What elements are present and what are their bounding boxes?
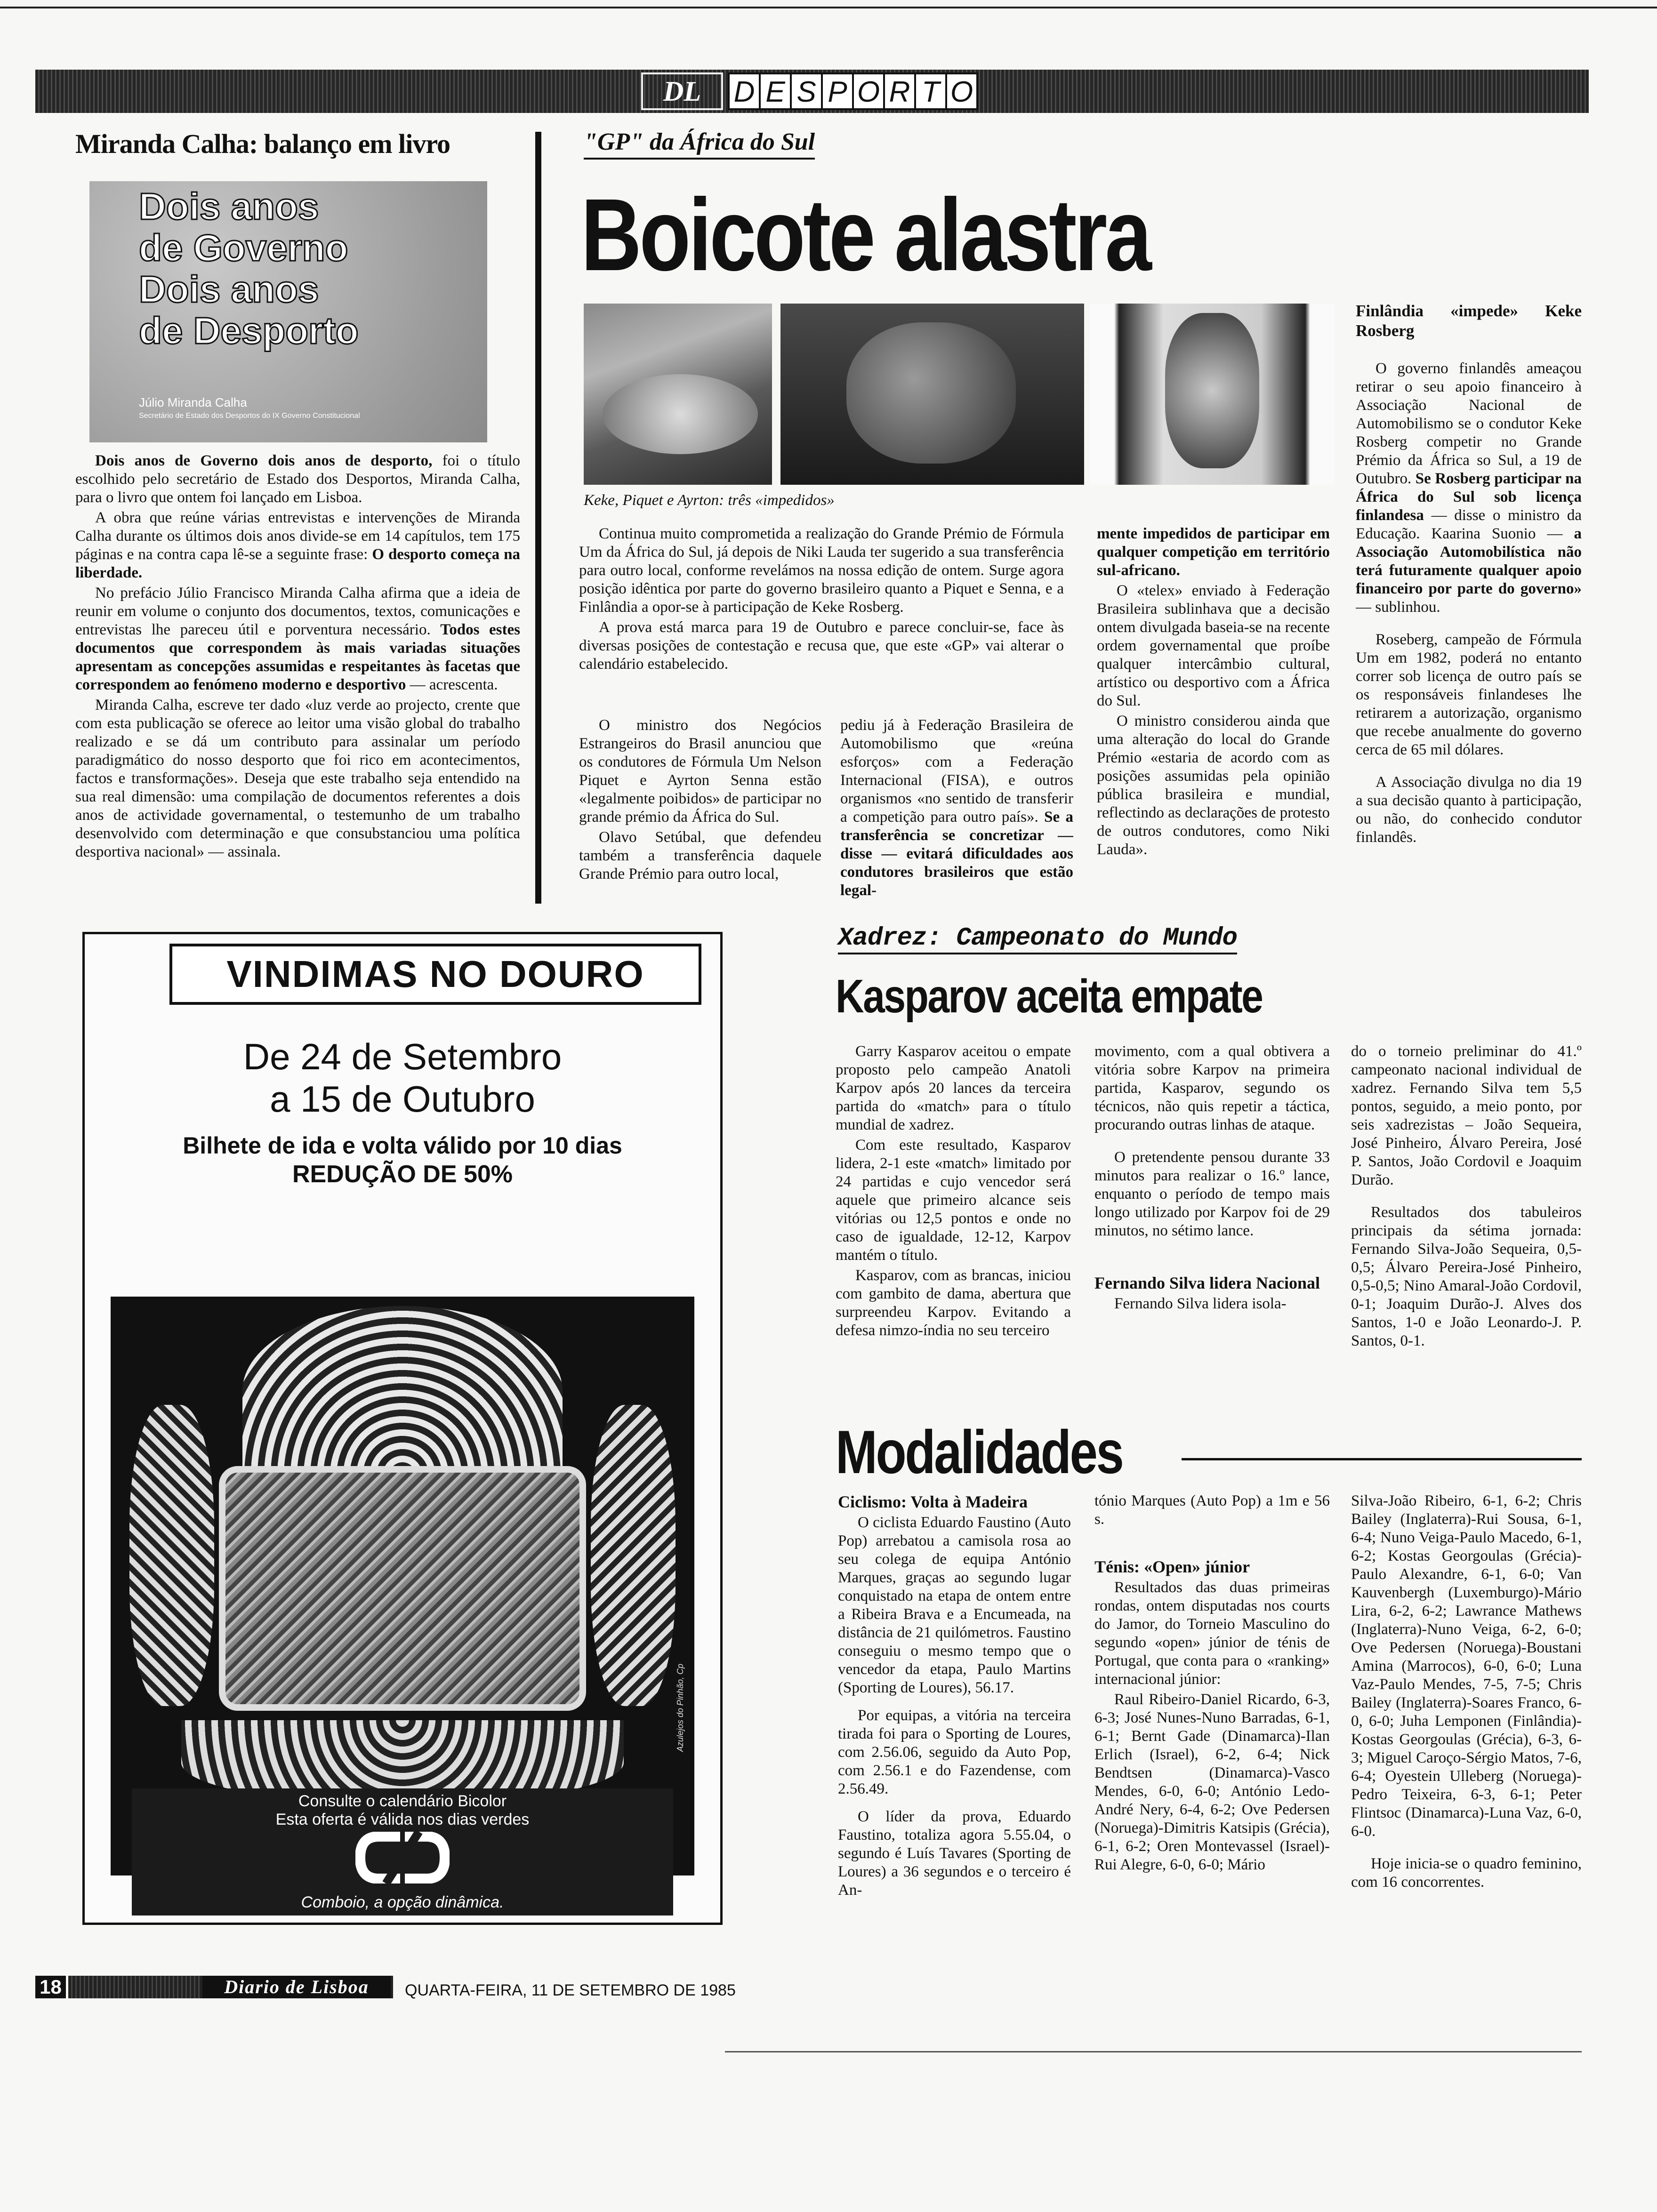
gp-col2-bold: Se a transferência se concretizar — disse — evitará dificuldades aos condutores brasileiros que estão legal-: [840, 809, 1073, 899]
photo-piquet: [780, 304, 1084, 485]
book-cover-author: Júlio Miranda Calha: [139, 395, 247, 409]
gp-col3-p2: O ministro considerou ainda que uma alteração do local do Grande Prémio «estaria de acordo com as posições assumidas pela opinião pública brasileira e mundial, reflectindo as declarações de protesto de outros condutores, como Niki Lauda».: [1097, 713, 1330, 858]
miranda-bold-quote: Todos estes documentos que correspondem às mais variadas situações apresentam as concepções assumidas e respeitantes às facetas que correspondem ao fenómeno moderno e desportivo: [75, 621, 520, 693]
gp-col3-bold: mente impedidos de participar em qualquer competição em território sul-africano.: [1097, 525, 1330, 579]
xadrez-column-1: [836, 1042, 1071, 1400]
gp-col2-text: pediu já à Federação Brasileira de Automobilismo que «reúna esforços» com a Federação Internacional (FISA), e outros organismos «no sentido de transferir a competição para outro país».: [840, 717, 1073, 825]
cp-logo-icon: [355, 1832, 450, 1883]
miranda-paragraph-1: foi o título escolhido pelo secretário de Estado dos Desportos, Miranda Calha, para o livro que ontem foi lançado em Lisboa.: [75, 452, 520, 506]
section-letter: O: [945, 72, 978, 110]
ciclismo-p3: O líder da prova, Eduardo Faustino, totaliza agora 5.55.04, o segundo é Luís Tavares (Sporting de Loures) a 36 segundos e o terceiro é An-: [838, 1808, 1071, 1899]
xadrez-column-3: [1351, 1042, 1582, 1400]
section-logo: DL: [641, 72, 723, 110]
xadrez-c1-p1: Garry Kasparov aceitou o empate proposto pelo campeão Anatoli Karpov após 20 lances da terceira partida do «match» para o título mundial de xadrez.: [836, 1043, 1071, 1133]
finland-p2: Roseberg, campeão de Fórmula Um em 1982, poderá no entanto correr sob licença de outro país se os responsáveis finlandeses lhe retirarem a autorização, organismo que recebe anualmente do governo cerca de 65 mil dólares.: [1356, 631, 1582, 758]
miranda-headline: Miranda Calha: balanço em livro: [75, 128, 450, 159]
ad-offer-2: REDUÇÃO DE 50%: [292, 1161, 513, 1188]
modalidades-column-2: [1094, 1492, 1330, 1963]
modalidades-column-3: [1351, 1492, 1582, 1963]
gp-col1-p2: Olavo Setúbal, que defendeu também a transferência daquele Grande Prémio para outro local,: [579, 829, 821, 882]
ad-offer-1: Bilhete de ida e volta válido por 10 dias: [183, 1132, 622, 1159]
miranda-attribution: — acrescenta.: [406, 676, 498, 693]
xadrez-c2-p3: Fernando Silva lidera isola-: [1114, 1295, 1287, 1312]
book-cover-image: [89, 181, 487, 442]
gp-column-3: [1097, 525, 1330, 911]
xadrez-c1-p2: Com este resultado, Kasparov lidera, 2-1 este «match» limitado por 24 partidas e cujo vencedor será aquele que primeiro alcance seis vitórias ou 12,5 pontos e onde no caso de igualdade, 12-12, Karpov mantém o título.: [836, 1137, 1071, 1264]
section-letter: P: [821, 72, 854, 110]
modalidades-headline: Modalidades: [836, 1418, 1123, 1486]
book-cover-role: Secretário de Estado dos Desportos do IX Governo Constitucional: [139, 412, 360, 420]
finland-p1-end: — sublinhou.: [1356, 599, 1440, 616]
gp-kicker: "GP" da África do Sul: [584, 128, 815, 160]
gp-column-1: [579, 716, 821, 909]
section-letter: T: [914, 72, 947, 110]
xadrez-headline: Kasparov aceita empate: [836, 970, 1263, 1023]
section-letter: R: [883, 72, 916, 110]
ciclismo-p1: O ciclista Eduardo Faustino (Auto Pop) arrebatou a camisola rosa ao seu colega de equipa António Marques, graças ao segundo lugar conquistado na etapa de ontem entre a Ribeira Brava e a Encumeada, na distância de 21 quilómetros. Faustino conseguiu o mesmo tempo que o vencedor da etapa, Paulo Martins (Sporting de Loures), 56.17.: [838, 1514, 1071, 1696]
miranda-paragraph-4: Miranda Calha, escreve ter dado «luz verde ao projecto, crente que com esta publicação se oferece ao leitor uma visão global do trabalho realizado e se dá um contributo para assinalar um período paradigmático do nosso desporto que foi rico em acontecimentos, factos e transformações». Deseja que este trabalho seja entendido na sua real dimensão: uma compilação de documentos referentes a dois anos de actividade governamental, o testemunho de um trabalho desenvolvido com determinação e que consubstanciou uma política desportiva nacional» — assinala.: [75, 697, 520, 860]
finland-column: [1356, 301, 1582, 911]
tenis-p3: Silva-João Ribeiro, 6-1, 6-2; Chris Bailey (Inglaterra)-Rui Sousa, 6-1, 6-4; Nuno Veiga-Paulo Macedo, 6-1, 6-2; Kostas Georgoulas (Grécia)-Paulo Alexandre, 6-1, 6-0; Van Kauvenbergh (Luxemburgo)-Mário Lira, 6-2, 6-2; Lawrance Mathews (Inglaterra)-Nuno Veiga, 6-2, 6-0; Ove Pedersen (Noruega)-Boustani Amina (Marrocos), 6-0, 6-0; Luna Vaz-Paulo Mendes, 7-5, 7-5; Chris Bailey (Inglaterra)-Soares Franco, 6-0, 6-0; Juha Lemponen (Finlândia)-Kostas Georgoulas (Grécia), 6-3, 6-3; Miguel Caroço-Sérgio Matos, 7-6, 6-4; Oyestein Ulleberg (Noruega)-Pedro Teixeira, 6-3, 6-1; Peter Flintsoc (Dinamarca)-Luna Vaz, 6-0, 6-0.: [1351, 1492, 1582, 1840]
finland-subhead: Finlândia «impede» Keke Rosberg: [1356, 302, 1582, 340]
ad-title: VINDIMAS NO DOURO: [226, 953, 644, 995]
book-cover-line-4: de Desporto: [139, 310, 359, 352]
top-border: [0, 7, 1657, 8]
finland-bold-1: Se Rosberg participar na África do Sul sob licença finlandesa: [1356, 470, 1582, 524]
advertisement: [82, 932, 723, 1925]
ad-slogan: Comboio, a opção dinâmica.: [301, 1893, 504, 1911]
ad-title-box: [169, 944, 701, 1005]
miranda-paragraph-2: A obra que reúne várias entrevistas e intervenções de Miranda Calha durante os últimos dois anos divide-se em 14 capítulos, tem 175 páginas e na contra capa lê-se a seguinte frase:: [75, 509, 520, 563]
finland-p3: A Associação divulga no dia 19 a sua decisão quanto à participação, ou não, do conhecido condutor finlandês.: [1356, 774, 1582, 846]
photo-senna-podium: [1090, 304, 1335, 485]
miranda-paragraph-3: No prefácio Júlio Francisco Miranda Calha afirma que a ideia de reunir em volume o conjunto dos documentos, textos, comunicações e entrevistas lhe pareceu útil e porventura necessário.: [75, 585, 520, 638]
finland-bold-2: a Associação Automobilística não terá futuramente qualquer apoio financeiro por parte do governo»: [1356, 525, 1582, 597]
xadrez-c2-p2: O pretendente pensou durante 33 minutos para realizar o 16.º lance, enquanto o período de tempo mais longo utilizado por Karpov foi de 29 minutos, no sétimo lance.: [1094, 1149, 1330, 1239]
ad-footer-2: Esta oferta é válida nos dias verdes: [275, 1811, 530, 1828]
book-cover-line-2: de Governo: [139, 227, 348, 269]
section-letter: E: [759, 72, 792, 110]
ciclismo-subhead: Ciclismo: Volta à Madeira: [838, 1492, 1028, 1511]
section-letter: S: [790, 72, 823, 110]
column-divider: [535, 132, 541, 904]
ciclismo-p4: tónio Marques (Auto Pop) a 1m e 56 s.: [1094, 1492, 1330, 1528]
gp-intro-1: Continua muito comprometida a realização do Grande Prémio de Fórmula Um da África do Sul, já depois de Niki Lauda ter sugerido a sua transferência para outro local, conforme revelámos na nossa edição de ontem. Surge agora posição idêntica por parte do governo brasileiro quanto a Piquet e Senna, e a Finlândia a opor-se à participação de Keke Rosberg.: [579, 525, 1064, 616]
tenis-p1: Resultados das duas primeiras rondas, ontem disputadas nos courts do Jamor, do Torneio Masculino do segundo «open» júnior de ténis de Portugal, que conta para o «ranking» internacional júnior:: [1094, 1579, 1330, 1688]
ad-footer-1: Consulte o calendário Bicolor: [298, 1792, 507, 1810]
ad-date-2: a 15 de Outubro: [270, 1078, 535, 1120]
gp-col3-p1: O «telex» enviado à Federação Brasileira sublinhava que a decisão ontem divulgada baseia-se na recente ordem governamental que proíbe qualquer intercâmbio cultural, artístico ou desportivo com a África do Sul.: [1097, 582, 1330, 709]
miranda-lead: Dois anos de Governo dois anos de desporto,: [95, 452, 433, 469]
xadrez-c1-p3: Kasparov, com as brancas, iniciou com gambito de dama, abertura que surpreendeu Karpov. Evitando a defesa nimzo-índia no seu terceiro: [836, 1267, 1071, 1339]
tenis-p4: Hoje inicia-se o quadro feminino, com 16 concorrentes.: [1351, 1855, 1582, 1891]
gp-intro: [579, 525, 1064, 685]
xadrez-kicker: Xadrez: Campeonato do Mundo: [838, 924, 1237, 954]
finland-p1: O governo finlandês ameaçou retirar o seu apoio financeiro à Associação Nacional de Automobilismo se o condutor Keke Rosberg competir no Grande Prémio da África so Sul, a 19 de Outubro.: [1356, 360, 1582, 487]
section-letter: O: [852, 72, 885, 110]
ciclismo-p2: Por equipas, a vitória na terceira tirada foi para o Sporting de Loures, com 2.56.06, seguido da Auto Pop, com 2.56.1 e do Fazendense, com 2.56.49.: [838, 1707, 1071, 1797]
tenis-p2: Raul Ribeiro-Daniel Ricardo, 6-3, 6-3; José Nunes-Nuno Barradas, 6-1, 6-1; Bernt Gade (Dinamarca)-Ilan Erlich (Israel), 6-2, 6-4; Nick Bendtsen (Dinamarca)-Vasco Mendes, 6-0, 6-0; António Ledo-André Nery, 6-4, 6-2; Ove Pedersen (Noruega)-Dimitris Katsipis (Grécia), 6-1, 6-2; Oren Montevassel (Israel)-Rui Alegre, 6-0, 6-0; Mário: [1094, 1691, 1330, 1873]
tenis-subhead: Ténis: «Open» júnior: [1094, 1557, 1250, 1576]
xadrez-subhead: Fernando Silva lidera Nacional: [1094, 1274, 1320, 1292]
footer-date: QUARTA-FEIRA, 11 DE SETEMBRO DE 1985: [405, 1981, 736, 1999]
section-title: [730, 72, 978, 110]
gp-intro-2: A prova está marca para 19 de Outubro e parece concluir-se, face às diversas posições de contestação e recusa que, que este «GP» vai alterar o calendário estabelecido.: [579, 619, 1064, 673]
ad-credit: Azulejos do Pinhão, Cp: [676, 1664, 685, 1752]
miranda-quote: O desporto começa na liberdade.: [75, 546, 520, 581]
modalidades-column-1: [838, 1492, 1071, 1963]
ad-footer-box: [132, 1788, 673, 1915]
book-cover-line-1: Dois anos: [139, 185, 319, 227]
gp-headline: Boicote alastra: [581, 178, 1150, 292]
book-cover-line-3: Dois anos: [139, 268, 319, 310]
page-number: 18: [35, 1976, 66, 1998]
xadrez-c3-p1: do o torneio preliminar do 41.º campeonato nacional individual de xadrez. Fernando Silva tem 5,5 pontos, seguido, a meio ponto, por seis xadrezistas – João Sequeira, José Pinheiro, Álvaro Pereira, José P. Santos, João Cordovil e Joaquim Durão.: [1351, 1043, 1582, 1188]
modalidades-rule: [1182, 1458, 1582, 1460]
gp-column-2: [840, 716, 1073, 909]
xadrez-column-2: [1094, 1042, 1330, 1400]
section-letter: D: [728, 72, 761, 110]
masthead: Diario de Lisboa: [202, 1976, 391, 1998]
xadrez-c2-p1: movimento, com a qual obtivera a vitória sobre Karpov na primeira partida, Kasparov, segundo os técnicos, não quis repetir a táctica, procurando outras linhas de ataque.: [1094, 1043, 1330, 1133]
bottom-rule: [725, 2051, 1582, 2052]
finland-p1-cont: — disse o ministro da Educação. Kaarina Suonio —: [1356, 507, 1582, 542]
ad-date-1: De 24 de Setembro: [243, 1036, 562, 1077]
xadrez-c3-p2: Resultados dos tabuleiros principais da sétima jornada: Fernando Silva-João Sequeira, 0,5-0,5; Álvaro Pereira-José Pinheiro, 0,5-0,5; Nino Amaral-João Cordovil, 0-1; Joaquim Durão-J. Alves dos Santos, 1-0 e João Leonardo-J. P. Santos, 0-1.: [1351, 1204, 1582, 1349]
photo-rosberg-car: [584, 304, 772, 485]
miranda-article: [75, 452, 520, 913]
gp-col1-p1: O ministro dos Negócios Estrangeiros do Brasil anunciou que os condutores de Fórmula Um Nelson Piquet e Ayrton Senna estão «legalmente poibidos» de participar no grande prémio da África do Sul.: [579, 717, 821, 825]
photo-caption: Keke, Piquet e Ayrton: três «impedidos»: [584, 492, 835, 509]
